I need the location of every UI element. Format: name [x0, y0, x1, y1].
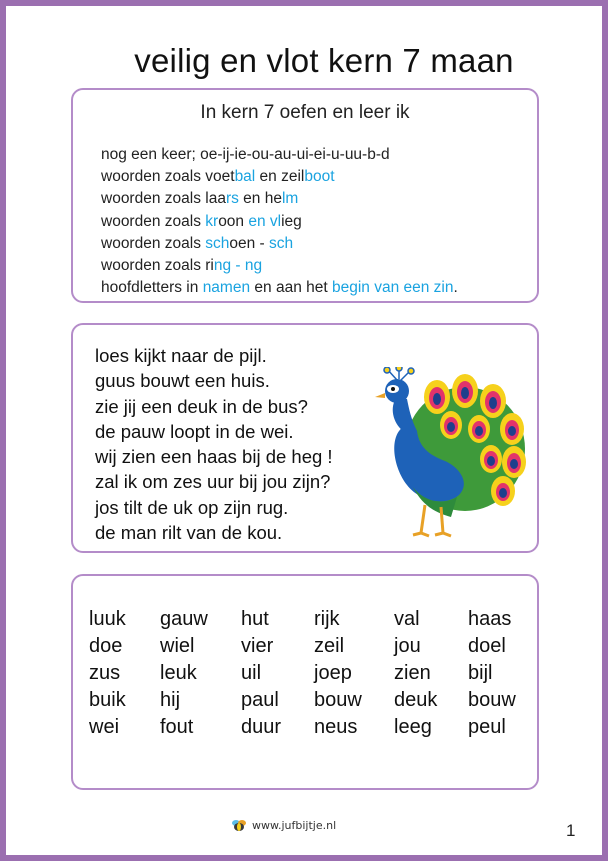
highlighted-fragment: sch: [205, 234, 230, 252]
word: buik: [89, 689, 126, 711]
sentence: jos tilt de uk op zijn rug.: [95, 496, 289, 518]
word: wiel: [160, 635, 195, 657]
footer-logo[interactable]: [230, 818, 336, 832]
text-fragment: oon: [218, 212, 249, 230]
word-list-box: [71, 574, 539, 790]
text-fragment: woorden zoals: [101, 212, 206, 230]
text-fragment: hoofdletters in: [101, 279, 203, 297]
highlighted-fragment: begin van een zin: [331, 279, 454, 297]
highlighted-fragment: kr: [205, 212, 219, 230]
highlighted-fragment: sch: [269, 234, 294, 252]
learning-goal-line: [101, 211, 458, 233]
word: rijk: [314, 608, 340, 630]
sentence: loes kijkt naar de pijl.: [95, 345, 267, 366]
word: leuk: [160, 662, 197, 684]
page-number: 1: [566, 821, 576, 840]
highlighted-fragment: lm: [281, 190, 299, 208]
word: leeg: [394, 716, 432, 738]
sentence: zie jij een deuk in de bus?: [95, 395, 308, 417]
highlighted-fragment: rs: [225, 190, 239, 208]
text-fragment: en he: [238, 190, 282, 208]
text-fragment: woorden zoals ri: [101, 257, 214, 275]
learning-goals-heading: In kern 7 oefen en leer ik: [200, 102, 410, 123]
text-fragment: woorden zoals laa: [101, 190, 226, 208]
word: bijl: [468, 662, 493, 684]
text-fragment: .: [453, 279, 458, 297]
learning-goal-line: [101, 233, 458, 255]
learning-goals-list: [101, 144, 458, 299]
word: zeil: [314, 635, 345, 657]
word: wei: [89, 716, 120, 738]
highlighted-fragment: boot: [304, 168, 335, 186]
highlighted-fragment: namen: [202, 279, 251, 297]
text-fragment: woorden zoals voet: [101, 168, 235, 186]
text-fragment: en zeil: [255, 168, 305, 186]
word: jou: [394, 635, 421, 657]
highlighted-fragment: bal: [234, 168, 256, 186]
text-fragment: en aan het: [250, 279, 332, 297]
reading-sentences-box: [71, 323, 539, 553]
text-fragment: ieg: [281, 212, 302, 230]
learning-goal-line: [101, 188, 458, 210]
learning-goals-box: [71, 88, 539, 303]
word: peul: [468, 716, 506, 738]
word: hut: [241, 608, 269, 630]
text-fragment: woorden zoals: [101, 234, 206, 252]
sentence: de pauw loopt in de wei.: [95, 420, 294, 442]
word: bouw: [314, 689, 362, 711]
word: bouw: [468, 689, 516, 711]
word: hij: [160, 689, 181, 711]
word: duur: [241, 716, 282, 738]
worksheet-page: [6, 6, 602, 855]
learning-goal-line: [101, 277, 458, 299]
word: zus: [89, 662, 121, 684]
word: haas: [468, 608, 512, 630]
sentence: wij zien een haas bij de heg !: [95, 446, 333, 468]
word: uil: [241, 662, 262, 684]
bee-logo-icon: [230, 818, 248, 832]
word: deuk: [394, 689, 438, 711]
sentence-list: [95, 343, 333, 545]
learning-goal-line: [101, 144, 458, 166]
word: val: [394, 608, 420, 630]
word: gauw: [160, 608, 208, 630]
word: fout: [160, 716, 194, 738]
word: doe: [89, 635, 123, 657]
sentence: zal ik om zes uur bij jou zijn?: [95, 471, 331, 493]
word: joep: [314, 662, 352, 684]
page-title: veilig en vlot kern 7 maan: [134, 42, 514, 79]
sentence: de man rilt van de kou.: [95, 522, 283, 544]
footer-site-link[interactable]: www.jufbijtje.nl: [252, 818, 337, 832]
word-grid: [89, 606, 528, 740]
text-fragment: nog een keer; oe-ij-ie-ou-au-ui-ei-u-uu-b-d: [101, 146, 390, 163]
learning-goal-line: [101, 166, 458, 188]
highlighted-fragment: en vl: [248, 212, 282, 230]
word: doel: [468, 635, 506, 657]
word: neus: [314, 716, 358, 738]
highlighted-fragment: ng - ng: [213, 257, 263, 275]
word: luuk: [89, 608, 126, 630]
word: vier: [241, 635, 274, 657]
word: zien: [394, 662, 431, 684]
learning-goal-line: [101, 255, 458, 277]
sentence: guus bouwt een huis.: [95, 370, 270, 392]
peacock-illustration: [367, 367, 527, 542]
text-fragment: oen -: [229, 234, 270, 252]
word: paul: [241, 689, 279, 711]
